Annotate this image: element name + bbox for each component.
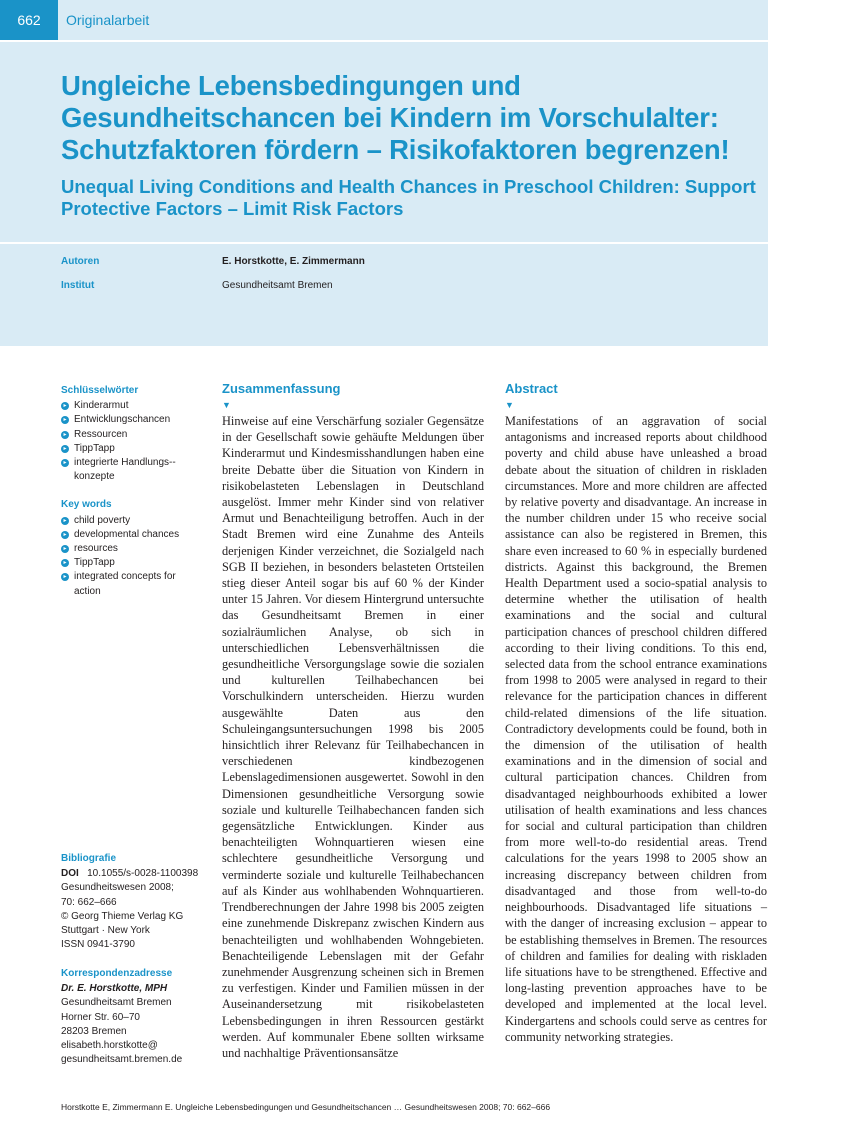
bibliography-line: Stuttgart · New York — [61, 925, 150, 937]
bibliography-line: 70: 662–666 — [61, 896, 117, 908]
keyword-item: ▸ integrated concepts for action — [61, 570, 189, 598]
bibliography-line: Gesundheitswesen 2008; — [61, 882, 174, 894]
page-number: 662 — [0, 0, 58, 40]
authors-label: Autoren — [61, 256, 100, 267]
section-label: Originalarbeit — [66, 12, 150, 28]
top-bar — [0, 0, 768, 42]
abstract-heading: Abstract — [505, 381, 558, 396]
keyword-item: ▸ Entwicklungschancen — [61, 413, 211, 427]
arrow-bullet-icon — [61, 459, 69, 467]
bibliography-block — [61, 852, 211, 952]
correspondence-name: Dr. E. Horstkotte, MPH — [61, 983, 168, 995]
triangle-down-icon: ▼ — [505, 400, 514, 410]
article-title-en: Unequal Living Conditions and Health Chances in Preschool Children: Support Protective Factors – Limit Risk Factors — [61, 176, 756, 219]
bibliography-line: ISSN 0941-3790 — [61, 939, 135, 951]
keyword-item: ▸ TippTapp — [61, 556, 211, 570]
keywords-en-list — [61, 514, 211, 599]
correspondence-line: elisabeth.horstkotte@ — [61, 1040, 158, 1052]
summary-heading: Zusammenfassung — [222, 381, 341, 396]
correspondence-line: Horner Str. 60–70 — [61, 1011, 140, 1023]
arrow-bullet-icon — [61, 559, 69, 567]
doi-value: 10.1055/s-0028-1100398 — [87, 868, 199, 880]
authors-value: E. Horstkotte, E. Zimmermann — [222, 256, 365, 267]
keyword-item: ▸ developmental chances — [61, 528, 211, 542]
keyword-item: ▸ resources — [61, 542, 211, 556]
header-band — [0, 0, 768, 346]
triangle-down-icon: ▼ — [222, 400, 231, 410]
footer-citation: Horstkotte E, Zimmermann E. Ungleiche Lebensbedingungen und Gesundheitschancen … Gesundheitswesen 2008; 70: 662–666 — [61, 1102, 551, 1112]
correspondence-line: Gesundheitsamt Bremen — [61, 997, 172, 1009]
correspondence-line: 28203 Bremen — [61, 1025, 127, 1037]
header-divider — [0, 242, 768, 244]
doi-label: DOI — [61, 868, 79, 880]
arrow-bullet-icon — [61, 573, 69, 581]
keyword-item: ▸ integrierte Handlungs-konzepte — [61, 456, 189, 484]
arrow-bullet-icon — [61, 545, 69, 553]
keyword-item: ▸ child poverty — [61, 514, 211, 528]
abstract-text: Manifestations of an aggravation of social antagonisms and increased reports about childhood poverty and child abuse have unleashed a broad debate about the situation of children in riskladen circumstances. More and more children are affected by relative poverty and disadvantage. An increase in the number children under 15 who receive social assistance can also be registered in Bremen, this share even increased to 60 % in especially burdened districts. Against this background, the Bremen Health Department used a socio-spatial analysis to determine whether the utilisation of health examinations and the social and cultural participation chances of preschool children differed according to their living conditions. To this end, selected data from the school entrance examinations from 1998 to 2005 were analysed in regard to their relevance for the participation chances in different child-related dimensions of the life situation. Contradictory developments could be found, both in the dimension of the utilisation of health examinations and in the dimension of social and cultural participation chances. Children from disadvantaged neighbourhoods exhibited a lower utilisation of health examinations and less chances for social and cultural participation than children from more well-to-do residential areas. Trend calculations for the years 1998 to 2005 show an increasing discrepancy between children from disadvantaged and those from well-to-do neighbourhoods. Disadvantaged life situations – with the danger of increasing exclusion – appear to be establishing themselves in Bremen. The resources of children and families for dealing with riskladen life situations have to be strengthened. Effective and long-lasting prevention approaches have to be developed and implemented at the local level. Kindergartens and schools could serve as centres for community networking strategies. — [505, 414, 767, 1044]
institute-label: Institut — [61, 280, 95, 291]
correspondence-line: gesundheitsamt.bremen.de — [61, 1054, 183, 1066]
keywords-de-list — [61, 399, 211, 484]
keyword-item: ▸ Kinderarmut — [61, 399, 211, 413]
arrow-bullet-icon — [61, 445, 69, 453]
correspondence-heading: Korrespondenzadresse — [61, 968, 173, 979]
summary-column — [222, 381, 484, 1061]
doi-line — [61, 867, 211, 881]
keyword-item: ▸ TippTapp — [61, 442, 211, 456]
article-title-de: Ungleiche Lebensbedingungen und Gesundheitschancen bei Kindern im Vorschulalter: Schutzfaktoren fördern – Risikofaktoren begrenzen! — [61, 70, 730, 165]
arrow-bullet-icon — [61, 402, 69, 410]
bibliography-heading: Bibliografie — [61, 853, 117, 864]
arrow-bullet-icon — [61, 531, 69, 539]
abstract-column — [505, 381, 767, 1045]
arrow-bullet-icon — [61, 416, 69, 424]
arrow-bullet-icon — [61, 517, 69, 525]
summary-text: Hinweise auf eine Verschärfung sozialer Gegensätze in der Gesellschaft sowie gehäufte Meldungen über Kinderarmut und Kindesmisshandlungen haben eine breite Debatte über die Situation von Kindern in risikobelasteten Lebenslagen in Deutschland ausgelöst. Immer mehr Kinder sind von relativer Armut und Benachteiligung betroffen. Auch in der Stadt Bremen wird eine Zunahme des Anteils derjenigen Kinder verzeichnet, die Sozialgeld nach SGB II beziehen, in besonders belasteten Ortsteilen stieg dieser Anteil sogar bis auf 60 % der Kinder unter 15 Jahren. Vor diesem Hintergrund untersuchte das Gesundheitsamt Bremen in einer sozialräumlichen Analyse, ob sich in unterschiedlichen Lebensverhältnissen die gesundheitliche Versorgungslage sowie die sozialen und kulturellen Teilhabechancen bei Vorschulkindern unterscheiden. Hierzu wurden ausgewählte Daten aus den Schuleingangsuntersuchungen 1998 bis 2005 hinsichtlich ihrer Relevanz für Teilhabechancen in verschiedenen kindbezogenen Lebenslagedimensionen ausgewertet. Sowohl in den Dimensionen gesundheitliche Versorgung sowie soziale und kulturelle Teilhabechancen fanden sich gegensätzliche Entwicklungen. Kinder aus benachteiligten Wohnquartieren wiesen eine schlechtere gesundheitliche Versorgung und verminderte soziale und kulturelle Teilhabechancen auf als Kinder aus wohlhabenden Wohnquartieren. Trendberechnungen der Jahre 1998 bis 2005 zeigten eine zunehmende Diskrepanz zwischen Kindern aus benachteiligten und wohlhabenden Wohngebieten. Benachteiligende Lebenslagen mit der Gefahr zunehmender Ausgrenzung scheinen sich in Bremen zu verfestigen. Kinder und Familien müssen in der Auseinandersetzung mit risikobelasteten Lebensbedingungen in ihren Ressourcen gestärkt werden. Auf kommunaler Ebene sollten wirksame und nachhaltige Präventionsansätze — [222, 414, 484, 1060]
bibliography-line: © Georg Thieme Verlag KG — [61, 910, 184, 922]
keyword-item: ▸ Ressourcen — [61, 428, 211, 442]
correspondence-block — [61, 967, 211, 1067]
arrow-bullet-icon — [61, 431, 69, 439]
keywords-en-heading: Key words — [61, 499, 112, 511]
institute-value: Gesundheitsamt Bremen — [222, 280, 333, 291]
keywords-block — [61, 384, 211, 599]
keywords-de-heading: Schlüsselwörter — [61, 385, 139, 396]
